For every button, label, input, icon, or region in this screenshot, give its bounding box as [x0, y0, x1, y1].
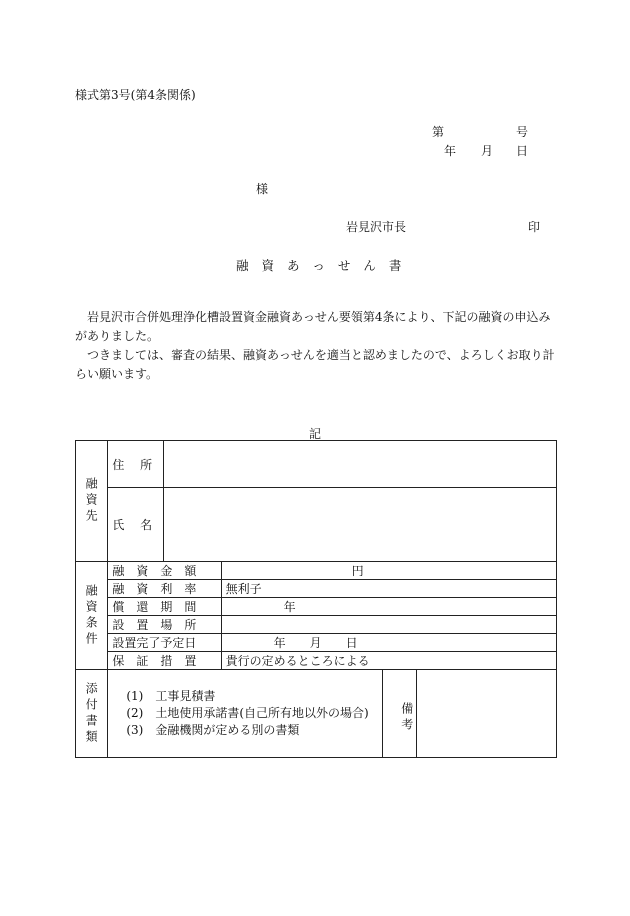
body-paragraph-2: つきましては、審査の結果、融資あっせんを適当と認めましたので、よろしくお取り計らい願います。: [75, 348, 555, 381]
interest-rate-field[interactable]: 無利子: [221, 580, 556, 598]
loan-amount-field[interactable]: 円: [221, 562, 556, 580]
date-year-label: 年: [444, 144, 457, 158]
loan-table: [75, 440, 557, 758]
body-text: [75, 308, 555, 384]
document-title: 融資あっせん書: [236, 258, 415, 273]
address-label: 住 所: [108, 441, 164, 488]
number-suffix: 号: [516, 125, 529, 139]
condition-label: 設置完了予定日: [108, 634, 221, 652]
name-field[interactable]: [164, 488, 557, 562]
number-label: 第: [432, 125, 445, 139]
addressee-suffix: 様: [256, 182, 269, 196]
completion-date-field[interactable]: 年 月 日: [221, 634, 556, 652]
attachment-item: (2) 土地使用承諾書(自己所有地以外の場合): [126, 706, 369, 720]
name-label: 氏 名: [108, 488, 164, 562]
condition-label: 保証措置: [108, 652, 221, 670]
ki-mark: 記: [309, 427, 322, 441]
sender-name: 岩見沢市長: [346, 220, 407, 234]
date-day-label: 日: [516, 144, 529, 158]
attachment-item: (1) 工事見積書: [126, 689, 216, 703]
remarks-label: 備考: [383, 670, 416, 758]
repayment-period-field[interactable]: 年: [221, 598, 556, 616]
date-month-label: 月: [481, 144, 494, 158]
remarks-field[interactable]: [416, 670, 556, 758]
condition-label: 融資利率: [108, 580, 221, 598]
conditions-group-label: 融資条件: [76, 562, 108, 670]
condition-label: 融資金額: [108, 562, 221, 580]
seal-mark: 印: [528, 220, 541, 234]
address-field[interactable]: [164, 441, 557, 488]
condition-label: 設置場所: [108, 616, 221, 634]
attachments-list: [108, 670, 383, 758]
borrower-group-label: 融資先: [76, 441, 108, 562]
condition-label: 償還期間: [108, 598, 221, 616]
installation-place-field[interactable]: [221, 616, 556, 634]
attachment-item: (3) 金融機関が定める別の書類: [126, 723, 300, 737]
guarantee-field: 貴行の定めるところによる: [221, 652, 556, 670]
attachments-group-label: 添付書類: [76, 670, 108, 758]
form-number: 様式第3号(第4条関係): [75, 88, 196, 102]
body-paragraph-1: 岩見沢市合併処理浄化槽設置資金融資あっせん要領第4条により、下記の融資の申込みがありました。: [75, 310, 551, 343]
